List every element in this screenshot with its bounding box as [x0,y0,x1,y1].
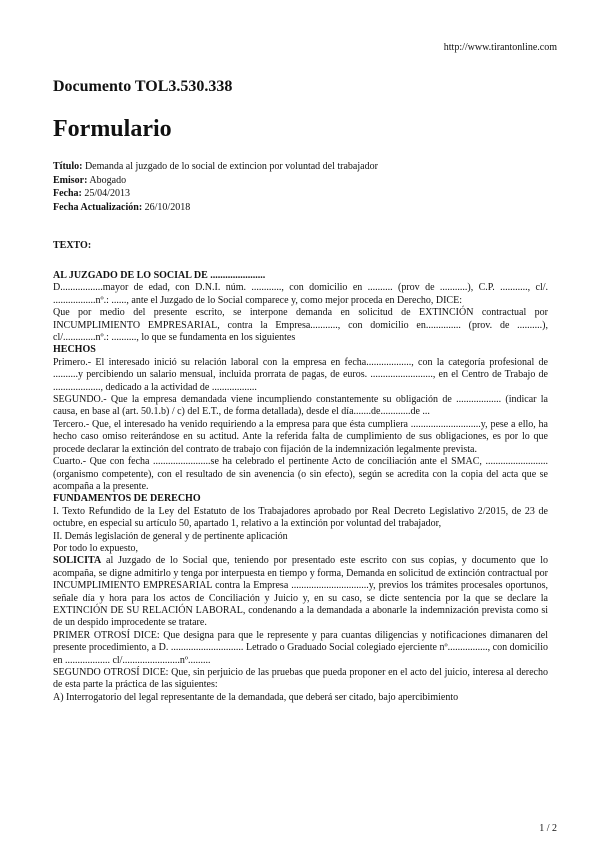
paragraph-otrosi-1: PRIMER OTROSÍ DICE: Que designa para que le represente y para cuantas diligencias y notificaciones dimanaren del presente procedimiento, a D. ............................. Letrado o Graduado Social colegiado ejerciente nº................, con domicilio en .................. cl/.......................nº......... [53,629,548,666]
meta-fecha [53,187,548,201]
meta-label: Emisor: [53,174,88,186]
meta-titulo [53,160,548,174]
paragraph-intro: D.................mayor de edad, con D.N.I. núm. ............, con domicilio en .......... (prov de ...........), C.P. ..........., cl/. .................nº.: ......, ante el Juzgado de lo Social comparece y, como mejor proceda en Derecho, DICE: [53,282,548,306]
meta-label: Título: [53,161,83,172]
form-title: Formulario [53,116,172,142]
paragraph-dice: Que por medio del presente escrito, se interpone demanda en solicitud de EXTINCIÓN contractual por INCUMPLIMIENTO EMPRESARIAL, contra la Empresa..........., con domicilio en.............. (prov. de ..........), cl/.............nº.: .........., lo que se fundamenta en los siguientes [53,307,548,344]
paragraph-solicita [53,555,548,629]
paragraph-expuesto: Por todo lo expuesto, [53,542,138,554]
texto-label: TEXTO: [53,240,92,251]
meta-emisor [53,174,548,188]
paragraph-tercero: Tercero.- Que, el interesado ha venido requiriendo a la empresa para que ésta cumpliera ............................y, pese a ello, ha hecho caso omiso reiterándose en su actitud. Ante la referida falta de cumplimiento de sus obligaciones, es por lo que procede declarar la extinción del contrato de trabajo con fijación de la indemnización legalmente prevista. [53,418,548,455]
paragraph-otrosi-2: SEGUNDO OTROSÍ DICE: Que, sin perjuicio de las pruebas que pueda proponer en el acto del juicio, interesa al derecho de esta parte la práctica de las siguientes: [53,667,548,691]
meta-label: Fecha Actualización: [53,201,143,213]
heading-hechos: HECHOS [53,344,96,356]
document-id: Documento TOL3.530.338 [53,78,233,95]
header-url: http://www.tirantonline.com [443,42,557,53]
paragraph-fundamento-1: I. Texto Refundido de la Ley del Estatuto de los Trabajadores aprobado por Real Decreto Legislativo 2/2015, de 23 de octubre, en especial su artículo 50, apartado 1, relativo a la extinción por voluntad del trabajador, [53,505,548,530]
paragraph-fundamento-2: II. Demás legislación de general y de pertinente aplicación [53,530,288,542]
heading-juzgado: AL JUZGADO DE LO SOCIAL DE ...................... [53,270,266,281]
solicita-word: SOLICITA [53,555,102,567]
meta-fecha-actualizacion [53,201,548,215]
paragraph-otrosi-2a: A) Interrogatorio del legal representante de la demandada, que deberá ser citado, bajo apercibimiento [53,691,459,703]
page-number: 1 / 2 [539,823,557,834]
paragraph-primero: Primero.- El interesado inició su relación laboral con la empresa en fecha.................., con la categoría profesional de ..........y percibiendo un salario mensual, incluida prorrata de pagas, de euros. ........................., en el Centro de Trabajo de ..................., dedicado a la actividad de .................. [53,356,548,393]
meta-value: Demanda al juzgado de lo social de extincion por voluntad del trabajador [84,161,378,172]
heading-fundamentos: FUNDAMENTOS DE DERECHO [53,493,201,505]
document-body [53,270,548,704]
meta-label: Fecha: [53,188,82,199]
meta-value: 26/10/2018 [144,201,191,213]
metadata-block [53,160,548,214]
solicita-text: al Juzgado de lo Social que, teniendo por presentado este escrito con sus copias, y documento que lo acompaña, se digne admitirlo y tenga por interpuesta en tiempo y forma, Demanda en solicitud de extinción contractual por INCUMPLIMIENTO EMPRESARIAL contra la Empresa ...............................y, previos los trámites procesales oportunos, señale día y hora para los actos de Conciliación y Juicio y, en su caso, se dicte sentencia por la que se declare la EXTINCIÓN DE SU RELACIÓN LABORAL, condenando a la demandada a abonarle la indemnización prevista como si de un despido improcedente se tratare. [53,555,548,629]
paragraph-segundo: SEGUNDO.- Que la empresa demandada viene incumpliendo constantemente su obligación de .................. (indicar la causa, en base al (art. 50.1.b) / c) del E.T., de forma detallada), desde el día.......de............de ... [53,394,548,418]
paragraph-cuarto: Cuarto.- Que con fecha .......................se ha celebrado el pertinente Acto de conciliación ante el SMAC, ......................... (organismo competente), con el resultado de sin avenencia (o sin efecto), según se acredita con la copia del acta que se acompaña a la presente. [53,456,548,492]
meta-value: Abogado [89,174,127,186]
meta-value: 25/04/2013 [84,188,130,199]
